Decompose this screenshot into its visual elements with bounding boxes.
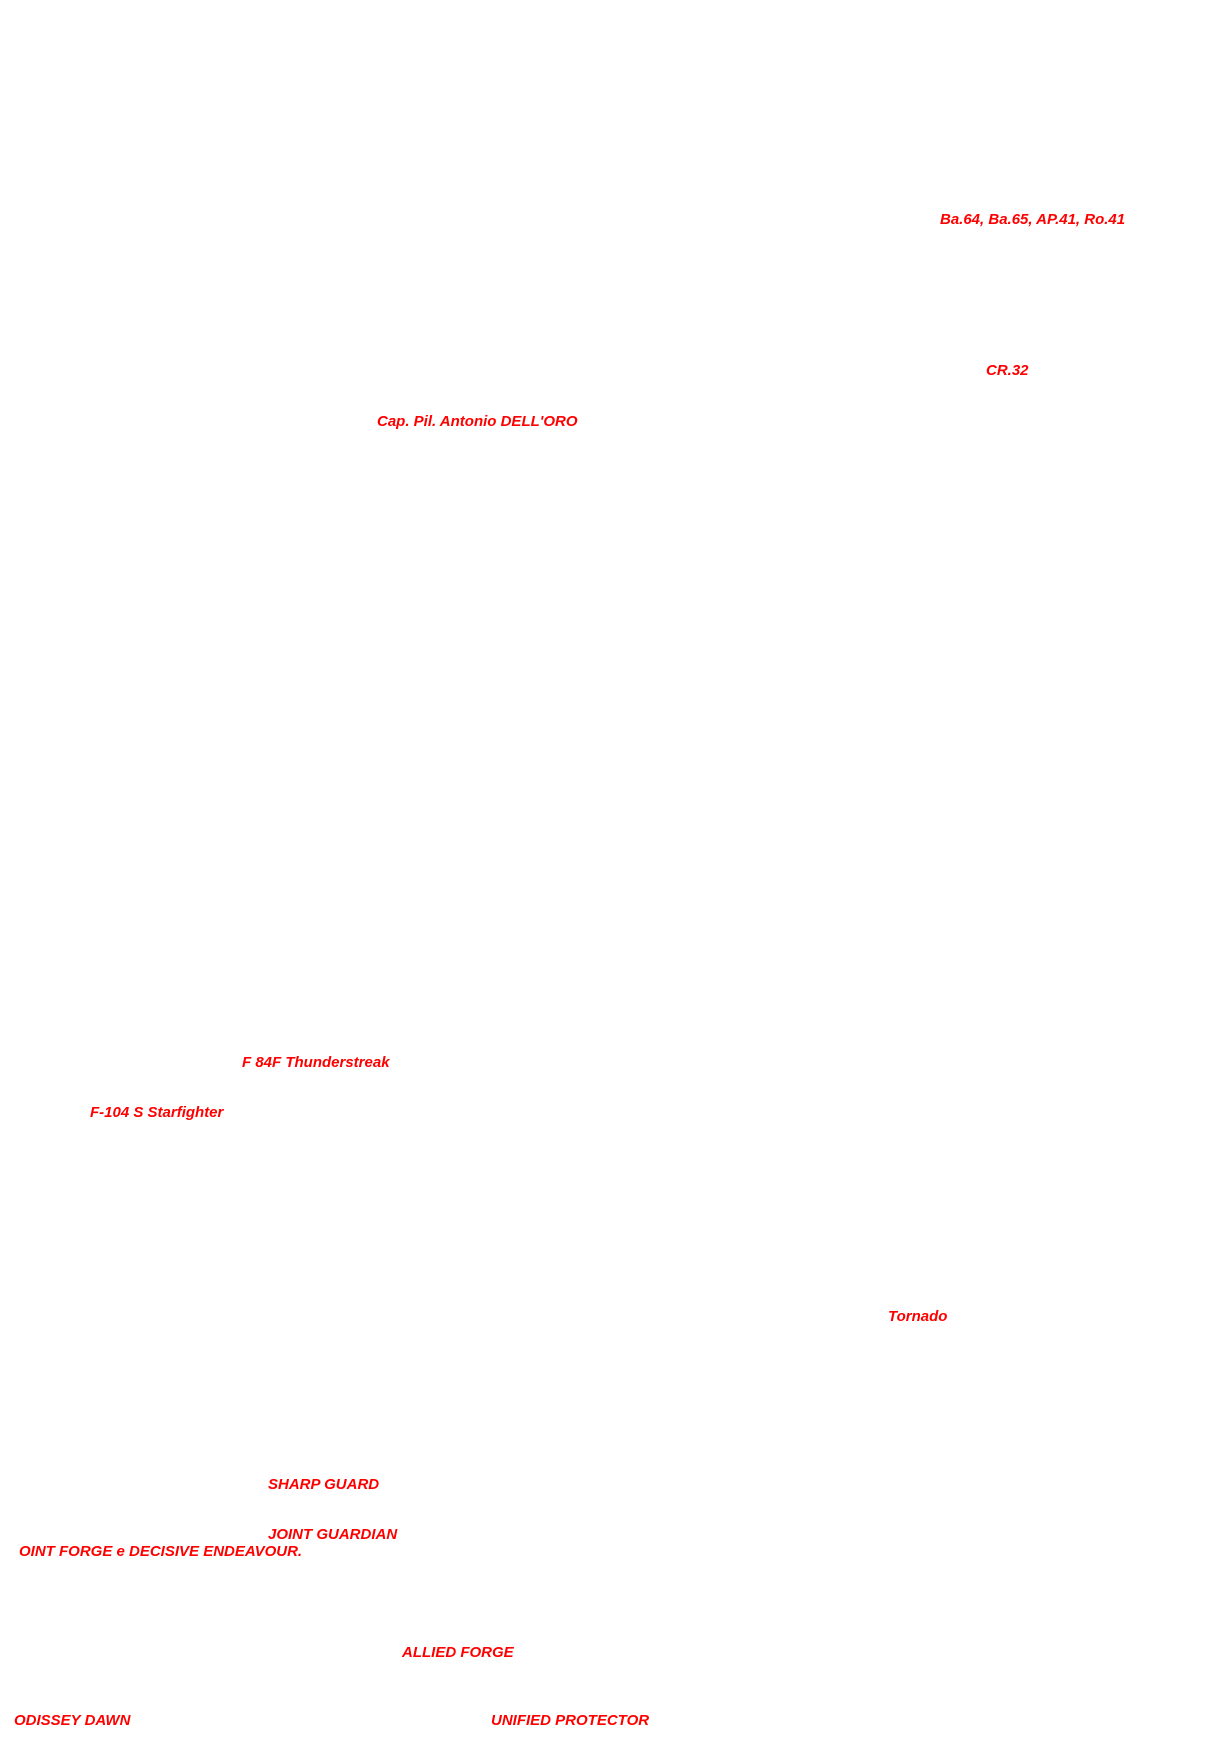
highlight-sharp-guard: SHARP GUARD <box>268 1476 380 1493</box>
highlight-tornado: Tornado <box>888 1308 948 1325</box>
highlight-joint-forge: OINT FORGE e DECISIVE ENDEAVOUR. <box>19 1543 303 1560</box>
highlight-cr32: CR.32 <box>986 362 1029 379</box>
highlight-pilot-name: Cap. Pil. Antonio DELL'ORO <box>377 413 578 430</box>
highlight-odissey-dawn: ODISSEY DAWN <box>14 1712 131 1729</box>
highlight-aircraft-list: Ba.64, Ba.65, AP.41, Ro.41 <box>940 211 1126 228</box>
highlight-f84f: F 84F Thunderstreak <box>242 1054 390 1071</box>
highlight-allied-forge: ALLIED FORGE <box>402 1644 514 1661</box>
highlight-joint-guardian: JOINT GUARDIAN <box>268 1526 398 1543</box>
highlight-unified-protector: UNIFIED PROTECTOR <box>491 1712 650 1729</box>
highlight-f104s: F-104 S Starfighter <box>90 1104 224 1121</box>
